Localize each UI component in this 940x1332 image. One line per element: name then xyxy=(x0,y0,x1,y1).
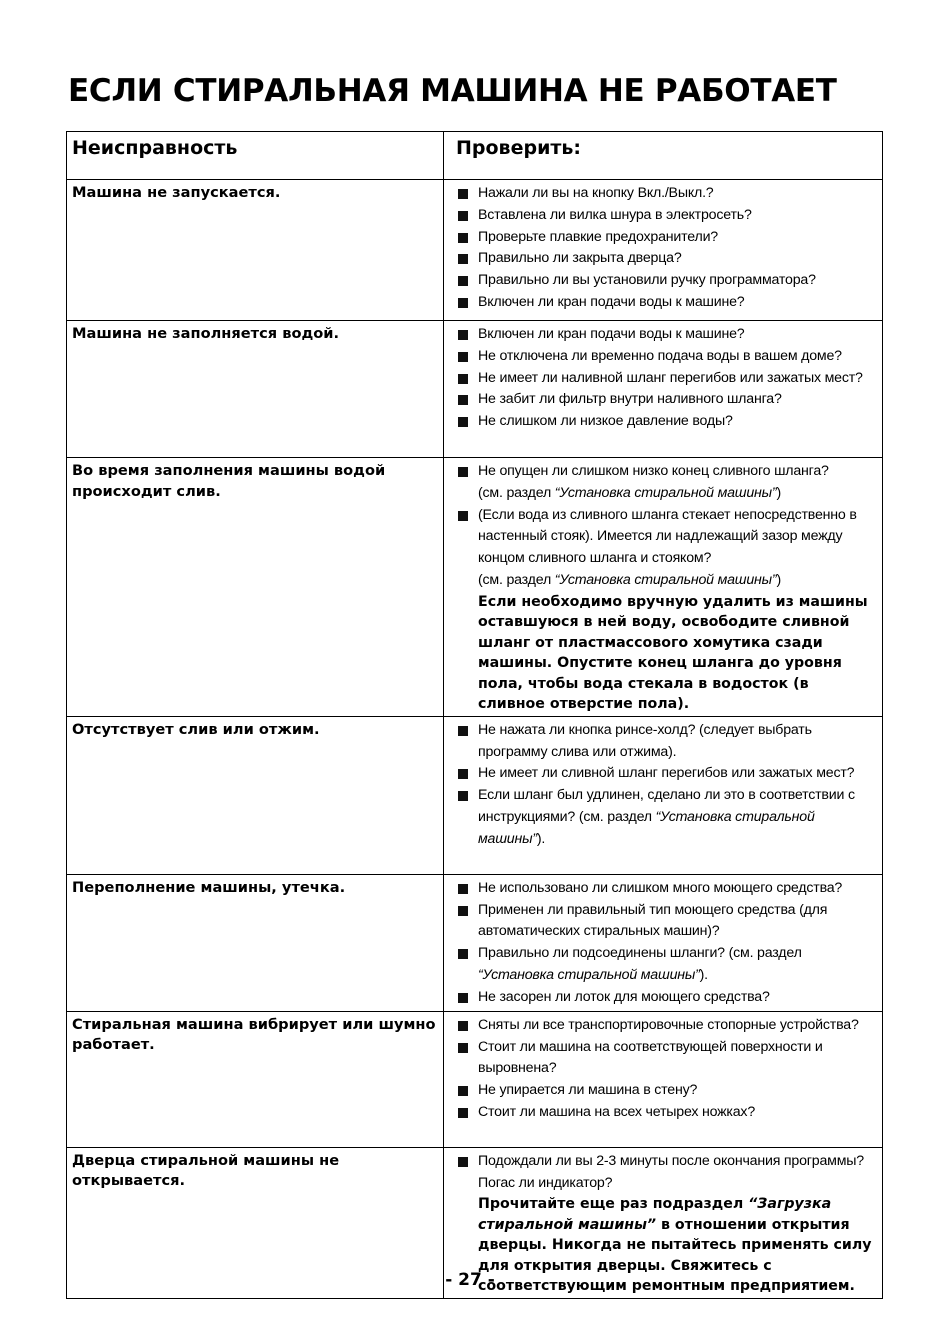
troubleshooting-table xyxy=(66,131,883,1299)
bullet-square-icon xyxy=(458,276,468,286)
page-number: - 27 - xyxy=(445,1270,495,1290)
problem-cell: Стиральная машина вибрирует или шумно работает. xyxy=(67,1011,444,1147)
list-item: Нажали ли вы на кнопку Вкл./Выкл.? xyxy=(457,183,880,205)
list-item: Не упирается ли машина в стену? xyxy=(457,1080,880,1102)
list-item: Включен ли кран подачи воды к машине? xyxy=(457,292,880,314)
bullet-square-icon xyxy=(458,352,468,362)
problem-cell: Во время заполнения машины водой происходит слив. xyxy=(67,458,444,717)
header-problem: Неисправность xyxy=(67,132,444,180)
table-row xyxy=(67,458,883,717)
list-item: Сняты ли все транспортировочные стопорные устройства? xyxy=(457,1015,880,1037)
section-reference: “Загрузка стиральной машины” xyxy=(478,1196,832,1233)
table-row xyxy=(67,874,883,1011)
bullet-square-icon xyxy=(458,254,468,264)
list-item: Не засорен ли лоток для моющего средства? xyxy=(457,987,880,1009)
bullet-square-icon xyxy=(458,417,468,427)
list-item: Не отключена ли временно подача воды в вашем доме? xyxy=(457,346,880,368)
page-title: ЕСЛИ СТИРАЛЬНАЯ МАШИНА НЕ РАБОТАЕТ xyxy=(68,73,837,109)
list-item: Не использовано ли слишком много моющего средства? xyxy=(457,878,880,900)
bullet-square-icon xyxy=(458,1043,468,1053)
check-cell xyxy=(444,1011,883,1147)
bullet-square-icon xyxy=(458,993,468,1003)
bullet-square-icon xyxy=(458,769,468,779)
bullet-square-icon xyxy=(458,233,468,243)
list-item: Вставлена ли вилка шнура в электросеть? xyxy=(457,205,880,227)
check-cell xyxy=(444,874,883,1011)
table-row xyxy=(67,180,883,321)
bullet-square-icon xyxy=(458,467,468,477)
list-item: (Если вода из сливного шланга стекает непосредственно в настенный стояк). Имеется ли надлежащий зазор между концом сливного шланга и стояком? (см. раздел “Установка стиральной машины”) xyxy=(457,505,880,592)
bullet-square-icon xyxy=(458,1108,468,1118)
problem-cell: Переполнение машины, утечка. xyxy=(67,874,444,1011)
check-cell xyxy=(444,321,883,458)
bullet-square-icon xyxy=(458,298,468,308)
list-item: Не нажата ли кнопка ринсе-холд? (следует выбрать программу слива или отжима). xyxy=(457,720,880,764)
section-reference: “Установка стиральной машины” xyxy=(554,484,777,501)
bold-note: Если необходимо вручную удалить из машины оставшуюся в ней воду, освободите сливной шланг от пластмассового хомутика сзади машины. Опустите конец шланга до уровня пола, чтобы вода стекала в водосток (в сливное отверстие пола). xyxy=(478,593,868,713)
problem-cell: Отсутствует слив или отжим. xyxy=(67,716,444,874)
list-item: Правильно ли закрыта дверца? xyxy=(457,248,880,270)
list-item: Проверьте плавкие предохранители? xyxy=(457,227,880,249)
bullet-square-icon xyxy=(458,211,468,221)
bullet-square-icon xyxy=(458,949,468,959)
bullet-square-icon xyxy=(458,330,468,340)
check-cell xyxy=(444,716,883,874)
bullet-square-icon xyxy=(458,791,468,801)
bullet-square-icon xyxy=(458,395,468,405)
bullet-square-icon xyxy=(458,1021,468,1031)
list-item: Не забит ли фильтр внутри наливного шланга? xyxy=(457,389,880,411)
list-item: Стоит ли машина на соответствующей поверхности и выровнена? xyxy=(457,1037,880,1081)
bullet-square-icon xyxy=(458,726,468,736)
bullet-square-icon xyxy=(458,1086,468,1096)
check-cell xyxy=(444,458,883,717)
bullet-square-icon xyxy=(458,511,468,521)
list-item: Применен ли правильный тип моющего средства (для автоматических стиральных машин)? xyxy=(457,900,880,944)
bullet-square-icon xyxy=(458,189,468,199)
table-row xyxy=(67,716,883,874)
table-header-row xyxy=(67,132,883,180)
table-row xyxy=(67,1011,883,1147)
list-item: Стоит ли машина на всех четырех ножках? xyxy=(457,1102,880,1124)
list-item: Правильно ли вы установили ручку программатора? xyxy=(457,270,880,292)
section-reference: “Установка стиральной машины” xyxy=(478,966,700,983)
bullet-square-icon xyxy=(458,884,468,894)
list-item: Не имеет ли сливной шланг перегибов или зажатых мест? xyxy=(457,763,880,785)
list-item: Не имеет ли наливной шланг перегибов или зажатых мест? xyxy=(457,368,880,390)
problem-cell: Машина не заполняется водой. xyxy=(67,321,444,458)
section-reference: “Установка стиральной машины” xyxy=(554,571,777,588)
bullet-square-icon xyxy=(458,1157,468,1167)
problem-cell: Машина не запускается. xyxy=(67,180,444,321)
table-row xyxy=(67,321,883,458)
list-item: Если шланг был удлинен, сделано ли это в соответствии с инструкциями? (см. раздел “Установка стиральной машины”). xyxy=(457,785,880,850)
bullet-square-icon xyxy=(458,906,468,916)
header-check: Проверить: xyxy=(444,132,883,180)
list-item: Не опущен ли слишком низко конец сливного шланга? (см. раздел “Установка стиральной машины”) xyxy=(457,461,880,505)
problem-cell: Дверца стиральной машины не открывается. xyxy=(67,1147,444,1298)
check-cell xyxy=(444,180,883,321)
bold-note: Прочитайте еще раз подраздел “Загрузка стиральной машины” в отношении открытия дверцы. Никогда не пытайтесь применять силу для открытия дверцы. Свяжитесь с соответствующим ремонтным предприятием. xyxy=(478,1196,872,1295)
list-item: Подождали ли вы 2-3 минуты после окончания программы? Погас ли индикатор? xyxy=(457,1151,880,1195)
list-item: Не слишком ли низкое давление воды? xyxy=(457,411,880,433)
section-reference: “Установка стиральной машины” xyxy=(478,808,815,847)
bullet-square-icon xyxy=(458,374,468,384)
list-item: Включен ли кран подачи воды к машине? xyxy=(457,324,880,346)
list-item: Правильно ли подсоединены шланги? (см. раздел “Установка стиральной машины”). xyxy=(457,943,880,987)
